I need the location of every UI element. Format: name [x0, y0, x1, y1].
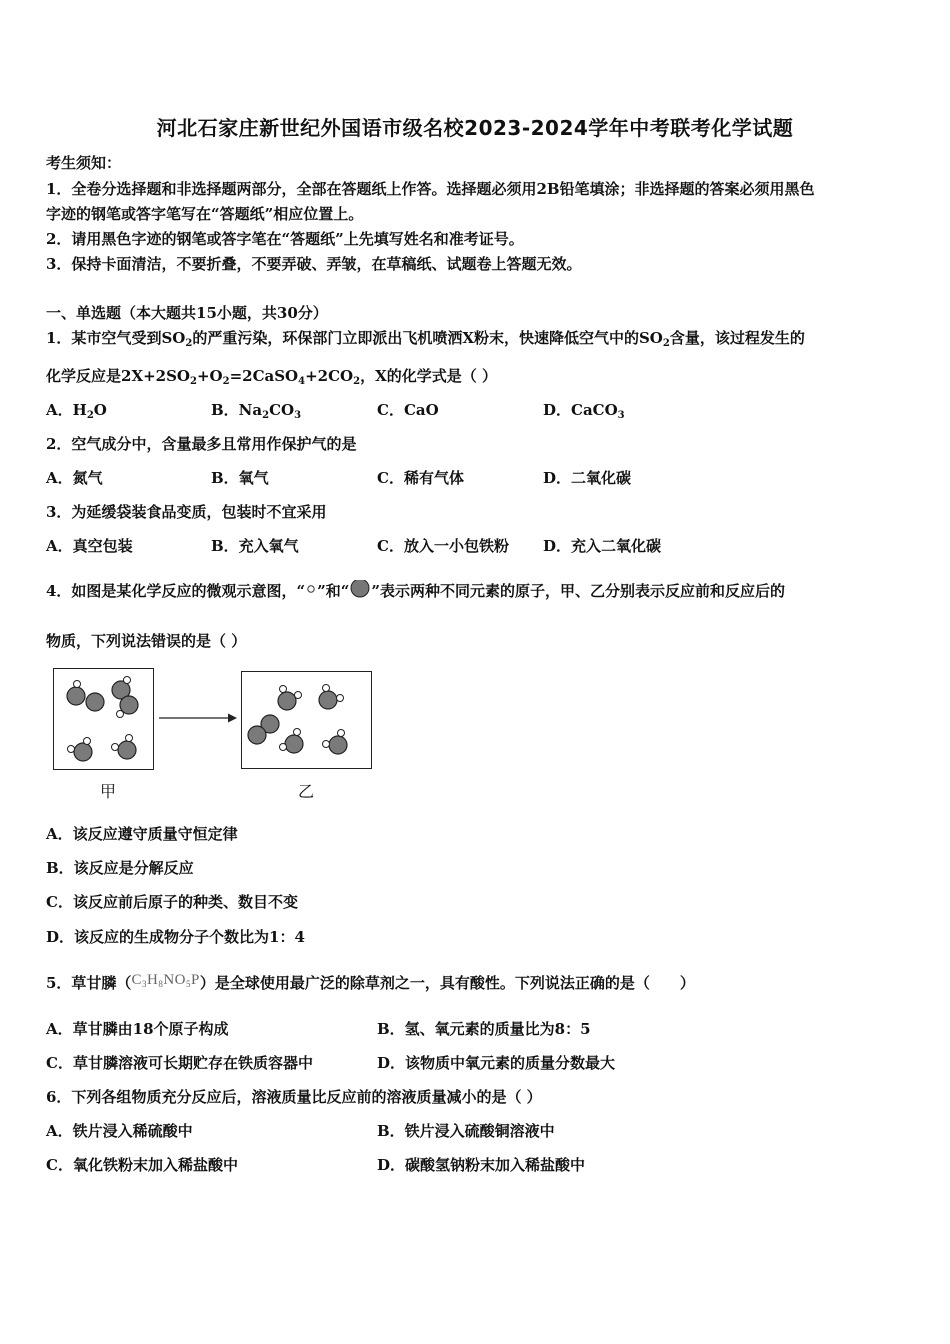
notice-heading: 考生须知： — [46, 154, 122, 172]
section-heading: 一、单选题（本大题共15小题，共30分） — [46, 304, 328, 322]
q1-option-a: A．$H_2O$ — [46, 401, 107, 421]
q4-option-d: D．该反应的生成物分子个数比为1：4 — [46, 928, 305, 946]
molecule-top-left — [278, 686, 302, 711]
page-title: 河北石家庄新世纪外国语市级名校2023-2024学年中考联考化学试题 — [156, 116, 794, 140]
q6-option-d: D．碳酸氢钠粉末加入稀盐酸中 — [377, 1156, 586, 1174]
figure-label-before: 甲 — [100, 782, 117, 801]
q3-option-c: C．放入一小包铁粉 — [377, 537, 509, 555]
question-5-stem: 5．草甘膦$(C_3H_8NO_5P)$是全球使用最广泛的除草剂之一，具有酸性。下列说法正确的是（ ） — [46, 972, 695, 992]
q5-option-d: D．该物质中氧元素的质量分数最大 — [377, 1054, 616, 1072]
q6-option-b: B．铁片浸入硫酸铜溶液中 — [377, 1122, 555, 1140]
notice-item-1-line-1: 1．全卷分选择题和非选择题两部分，全部在答题纸上作答。选择题必须用2B铅笔填涂；非选择题的答案必须用黑色 — [46, 180, 815, 198]
q1-option-c: C．CaO — [377, 401, 439, 419]
q5-option-a: A．草甘膦由18个原子构成 — [46, 1020, 229, 1038]
q2-option-b: B．氧气 — [211, 469, 269, 487]
small-white-atom-icon — [305, 585, 317, 599]
q1-option-b: B．$Na_2CO_3$ — [211, 401, 302, 421]
triatomic-molecule-right — [112, 735, 137, 760]
q5-option-c: C．草甘膦溶液可长期贮存在铁质容器中 — [46, 1054, 313, 1072]
q3-option-d: D．充入二氧化碳 — [543, 537, 662, 555]
glyphosate-formula: $C_3H_8NO_5P$ — [131, 972, 200, 989]
water-like-molecule — [112, 677, 138, 718]
q4-option-c: C．该反应前后原子的种类、数目不变 — [46, 893, 298, 911]
reaction-before-diagram — [54, 669, 153, 769]
q2-option-c: C．稀有气体 — [377, 469, 464, 487]
q6-option-a: A．铁片浸入稀硫酸中 — [46, 1122, 193, 1140]
question-2-stem: 2．空气成分中，含量最多且常用作保护气的是 — [46, 435, 357, 453]
figure-label-after: 乙 — [298, 782, 315, 801]
q5-option-b: B．氢、氧元素的质量比为8：5 — [377, 1020, 591, 1038]
question-3-stem: 3．为延缓袋装食品变质，包装时不宜采用 — [46, 503, 327, 521]
question-1-line-1: 1．某市空气受到$SO_2$的严重污染，环保部门立即派出飞机喷洒X粉末，快速降低空气中的$SO_2$含量，该过程发生的 — [46, 329, 805, 349]
question-1-line-2: 化学反应是$2X+2SO_2+O_2=2CaSO_4+2CO_2$，X的化学式是（ ） — [46, 367, 497, 387]
grey-diatomic-molecule — [248, 715, 279, 744]
notice-item-3: 3．保持卡面清洁，不要折叠，不要弄破、弄皱，在草稿纸、试题卷上答题无效。 — [46, 255, 582, 273]
q3-option-b: B．充入氧气 — [211, 537, 299, 555]
q1-option-d: D．CaCO$_3$ — [543, 401, 625, 421]
notice-item-1-line-2: 字迹的钢笔或答字笔写在“答题纸”相应位置上。 — [46, 205, 364, 223]
molecule-bottom-right — [323, 730, 348, 755]
notice-item-2: 2．请用黑色字迹的钢笔或答字笔在“答题纸”上先填写姓名和准考证号。 — [46, 230, 524, 248]
q3-option-a: A．真空包装 — [46, 537, 133, 555]
molecule-top-right — [319, 685, 344, 710]
question-4-stem-line-1: 4．如图是某化学反应的微观示意图，“ ”和“ ”表示两种不同元素的原子，甲、乙分别表示反应前和反应后的 — [46, 580, 785, 604]
grey-diatomic-molecule — [67, 681, 104, 712]
large-grey-atom-icon — [349, 580, 371, 604]
q6-option-c: C．氧化铁粉末加入稀盐酸中 — [46, 1156, 238, 1174]
reaction-after-diagram — [242, 672, 371, 768]
q4-option-b: B．该反应是分解反应 — [46, 859, 194, 877]
q2-option-d: D．二氧化碳 — [543, 469, 632, 487]
q4-option-a: A．该反应遵守质量守恒定律 — [46, 825, 238, 843]
molecule-bottom-middle — [280, 729, 304, 754]
triatomic-molecule-left — [68, 738, 93, 762]
reaction-before-box — [53, 668, 154, 770]
question-4-stem-line-2: 物质，下列说法错误的是（ ） — [46, 632, 247, 650]
reaction-after-box — [241, 671, 372, 769]
question-6-stem: 6．下列各组物质充分反应后，溶液质量比反应前的溶液质量减小的是（ ） — [46, 1088, 542, 1106]
q2-option-a: A．氮气 — [46, 469, 103, 487]
reaction-arrow-icon — [158, 710, 238, 726]
